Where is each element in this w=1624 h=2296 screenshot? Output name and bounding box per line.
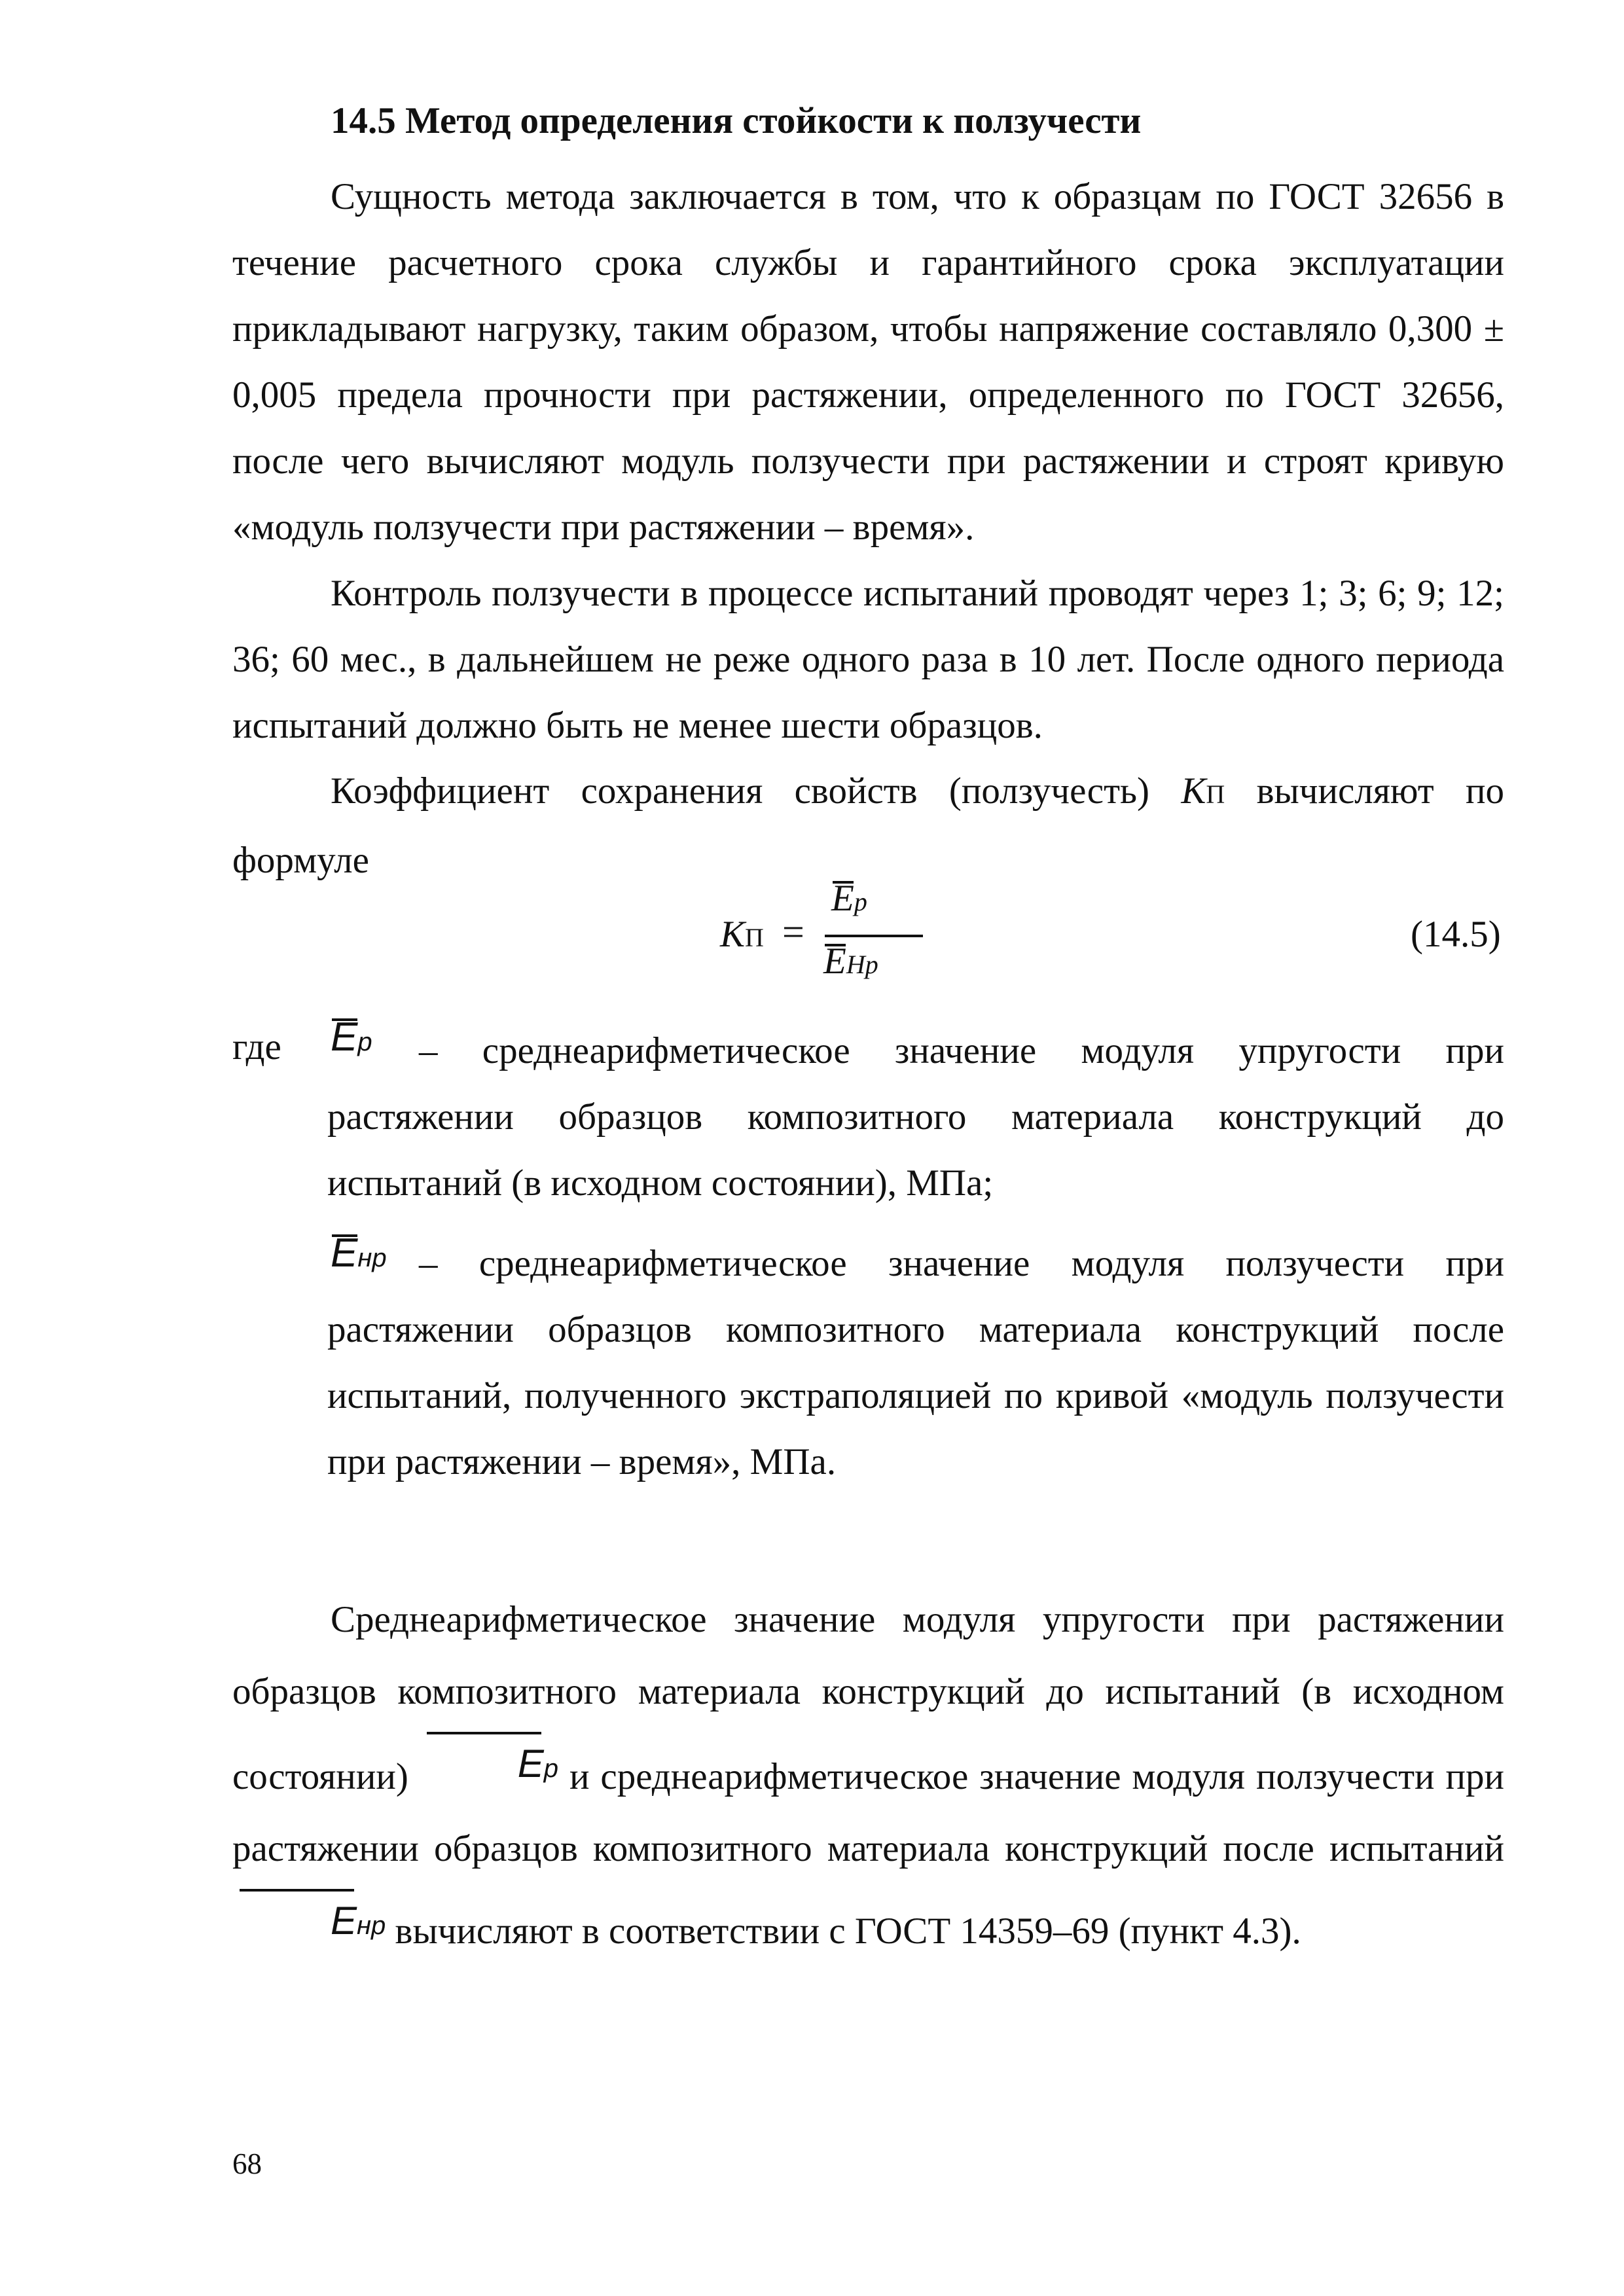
legend-item-ep: – среднеарифметическое значение модуля упругости при растяжении образцов композитного материала конструкций до испытаний (в исходном состоянии), МПа; xyxy=(327,1030,1504,1204)
paragraph-calculation-reference xyxy=(232,1584,1504,1967)
page-number: 68 xyxy=(232,2147,262,2180)
formula-number: (14.5) xyxy=(1411,914,1501,955)
section-heading: 14.5 Метод определения стойкости к ползучести xyxy=(331,100,1142,141)
legend-symbol-enr: Eнр xyxy=(331,1230,387,1276)
formula-lhs: KП xyxy=(720,914,764,955)
coefficient-text-after: вычисляют по формуле xyxy=(232,770,1505,881)
coefficient-text-before: Коэффициент сохранения свойств (ползучесть) xyxy=(331,770,1149,812)
final-text-part3: вычисляют в соответствии с ГОСТ 14359–69 (пункт 4.3). xyxy=(395,1910,1301,1952)
paragraph-method-essence: Сущность метода заключается в том, что к образцам по ГОСТ 32656 в течение расчетного срока службы и гарантийного срока эксплуатации прикладывают нагрузку, таким образом, чтобы напряжение составляло 0,300 ± 0,005 предела прочности при растяжении, определенного по ГОСТ 32656, после чего вычисляют модуль ползучести при растяжении и строят кривую «модуль ползучести при растяжении – время». xyxy=(232,176,1504,548)
paragraph-creep-control: Контроль ползучести в процессе испытаний проводят через 1; 3; 6; 9; 12; 36; 60 мес., в дальнейшем не реже одного раза в 10 лет. После одного периода испытаний должно быть не менее шести образцов. xyxy=(232,573,1504,746)
legend-symbol-ep: Ep xyxy=(331,1014,372,1060)
formula-14-5 xyxy=(720,877,916,1001)
formula-numerator: Ep xyxy=(831,878,867,919)
final-symbol-enr: Eнр xyxy=(232,1899,386,1943)
paragraph-coefficient xyxy=(232,758,1504,893)
final-text-part2: и среднеарифметическое значение модуля ползучести при растяжении образцов композитного материала конструкций после испытаний xyxy=(232,1756,1505,1869)
coefficient-symbol: KП xyxy=(1181,770,1225,812)
final-symbol-ep: Ep xyxy=(420,1742,558,1785)
formula-denominator: EHp xyxy=(823,941,878,982)
legend-item-enr: – среднеарифметическое значение модуля ползучести при растяжении образцов композитного материала конструкций после испытаний, полученного экстраполяцией по кривой «модуль ползучести при растяжении – время», МПа. xyxy=(327,1243,1504,1482)
final-text-part1: Среднеарифметическое значение модуля упругости при растяжении образцов композитного материала конструкций до испытаний (в исходном состоянии) xyxy=(232,1599,1504,1797)
formula-equals: = xyxy=(782,910,804,954)
formula-fraction-line xyxy=(825,935,923,937)
where-label: где xyxy=(232,1026,281,1067)
